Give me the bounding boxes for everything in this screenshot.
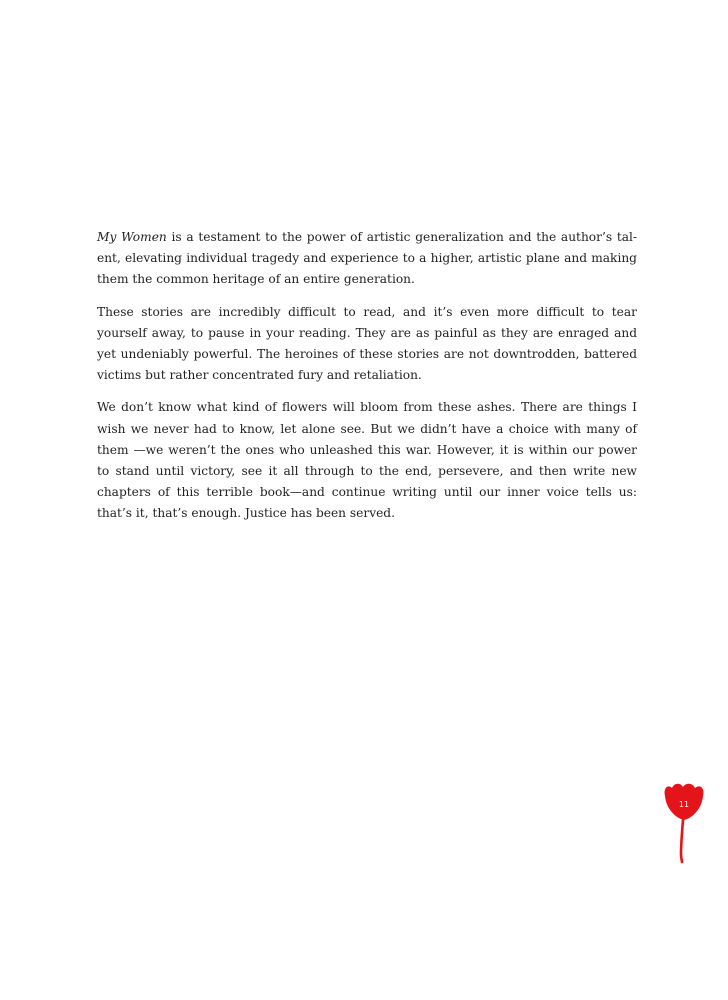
page-number: 11 — [678, 800, 690, 809]
paragraph-1-text: is a testament to the power of artistic generalization and the author’s talent, elevating individual tragedy and experience to a higher, artistic plane and making them the common heritage of an entire generation. — [97, 230, 637, 287]
book-title: My Women — [97, 230, 167, 244]
paragraph-2: These stories are incredibly difficult to read, and it’s even more difficult to tear yourself away, to pause in your reading. They are as painful as they are enraged and yet undeniably powerful. The heroines of these stories are not downtrodden, battered victims but rather concentrated fury and retaliation. — [97, 304, 637, 383]
paragraph-1 — [97, 227, 637, 291]
paragraph-3: We don’t know what kind of flowers will bloom from these ashes. There are things I wish we never had to know, let alone see. But we didn’t have a choice with many of them —we weren’t the ones who unleashed this war. However, it is within our power to stand until victory, see it all through to the end, persevere, and then write new chapters of this terrible book—and continue writing until our inner voice tells us: that’s it, that’s enough. Justice has been served. — [97, 400, 637, 521]
body-text — [97, 227, 637, 536]
red-tulip-icon — [660, 782, 708, 864]
